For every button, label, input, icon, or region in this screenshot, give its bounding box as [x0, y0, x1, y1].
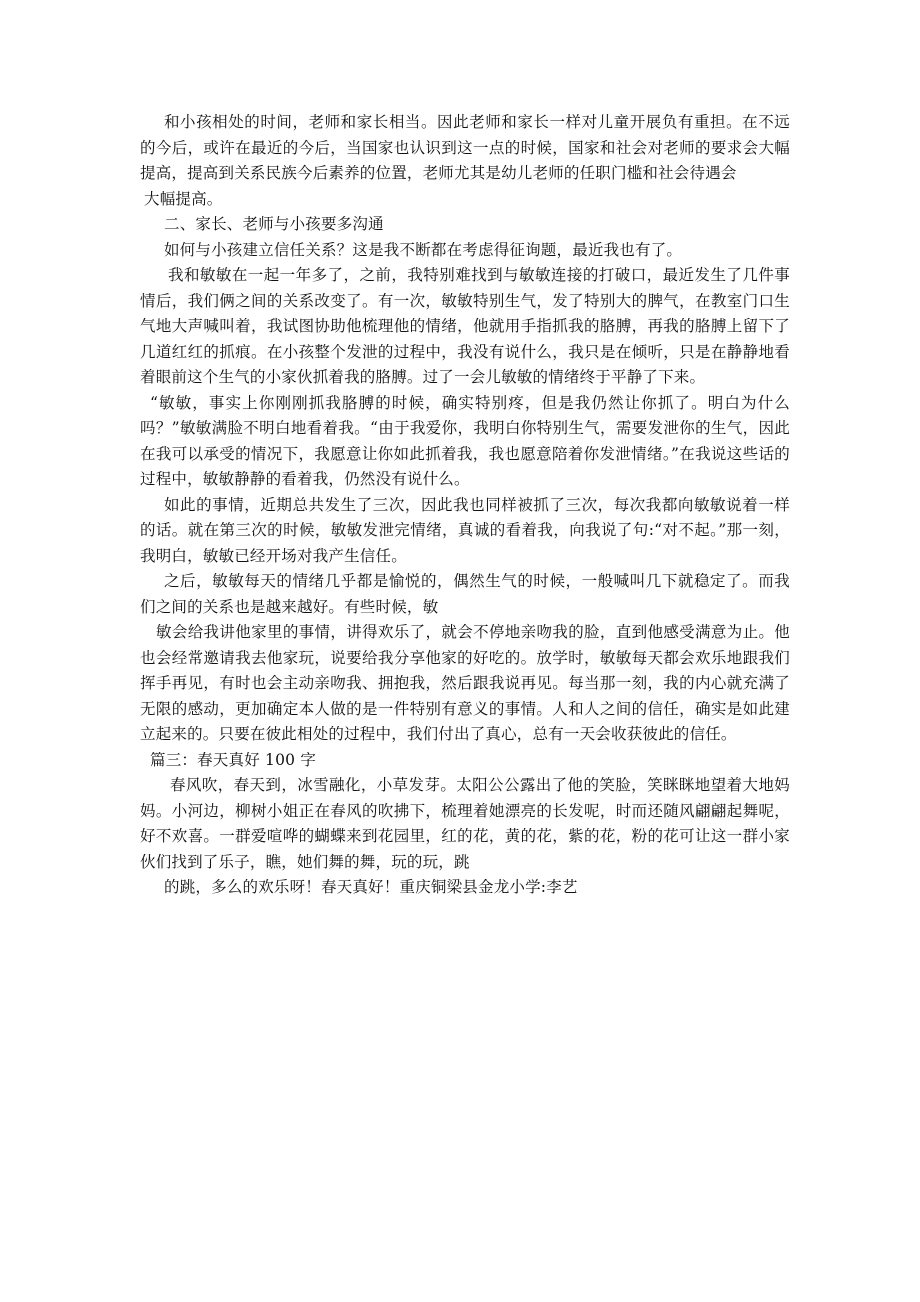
- section-heading-communication: 二、家长、老师与小孩要多沟通: [164, 215, 384, 233]
- paragraph-spring-essay: 春风吹，春天到，冰雪融化，小草发芽。太阳公公露出了他的笑脸，笑眯眯地望着大地妈妈。小河边，柳树小姐正在春风的吹拂下，梳理着她漂亮的长发呢，时而还随风翩翩起舞呢，好不欢喜。一群爱喧哗的蝴蝶来到花园里，红的花，黄的花，紫的花，粉的花可让这一群小家伙们找到了乐子，瞧，她们舞的舞，玩的玩，跳: [140, 776, 790, 871]
- paragraph-teacher-role-tail: 大幅提高。: [144, 189, 223, 208]
- paragraph-trust-question: 如何与小孩建立信任关系？这是我不断都在考虑得征询题，最近我也有了。: [164, 240, 683, 259]
- paragraph-dialogue: “敏敏，事实上你刚刚抓我胳膊的时候，确实特别疼，但是我仍然让你抓了。明白为什么吗？”敏敏满脸不明白地看着我。“由于我爱你，我明白你特别生气，需要发泄你的生气，因此在我可以承受的情况下，我愿意让你如此抓着我，我也愿意陪着你发泄情绪。”在我说这些话的过程中，敏敏静静的看着我，仍然没有说什么。: [140, 393, 790, 488]
- paragraph-minmin-shares: 敏会给我讲他家里的事情，讲得欢乐了，就会不停地亲吻我的脸，直到他感受满意为止。他也会经常邀请我去他家玩，说要给我分享他家的好吃的。放学时，敏敏每天都会欢乐地跟我们挥手再见，有时也会主动亲吻我、拥抱我，然后跟我说再见。每当那一刻，我的内心就充满了无限的感动，更加确定本人做的是一件特别有意义的事情。人和人之间的信任，确实是如此建立起来的。只要在彼此相处的过程中，我们付出了真心，总有一天会收获彼此的信任。: [140, 623, 790, 743]
- paragraph-teacher-role: 和小孩相处的时间，老师和家长相当。因此老师和家长一样对儿童开展负有重担。在不远的今后，或许在最近的今后，当国家也认识到这一点的时候，国家和社会对老师的要求会大幅提高，提高到关系民族今后素养的位置，老师尤其是幼儿老师的任职门槛和社会待遇会: [140, 113, 790, 182]
- paragraph-minmin-story: 我和敏敏在一起一年多了，之前，我特别难找到与敏敏连接的打破口，最近发生了几件事情后，我们俩之间的关系改变了。有一次，敏敏特别生气，发了特别大的脾气，在教室门口生气地大声喊叫着，我试图协助他梳理他的情绪，他就用手指抓我的胳膊，再我的胳膊上留下了几道红红的抓痕。在小孩整个发泄的过程中，我没有说什么，我只是在倾听，只是在静静地看着眼前这个生气的小家伙抓着我的胳膊。过了一会儿敏敏的情绪终于平静了下来。: [140, 266, 790, 386]
- paragraph-afterwards: 之后，敏敏每天的情绪几乎都是愉悦的，偶然生气的时候，一般喊叫几下就稳定了。而我们之间的关系也是越来越好。有些时候，敏: [140, 572, 790, 616]
- paragraph-three-times: 如此的事情，近期总共发生了三次，因此我也同样被抓了三次，每次我都向敏敏说着一样的话。就在第三次的时候，敏敏发泄完情绪，真诚的看着我，向我说了句:“对不起。”那一刻，我明白，敏敏已经开场对我产生信任。: [140, 495, 790, 565]
- document-body: [140, 110, 790, 901]
- paragraph-spring-essay-tail: 的跳，多么的欢乐呀！春天真好！重庆铜梁县金龙小学:李艺: [164, 878, 578, 896]
- section-heading-spring: 篇三：春天真好 100 字: [150, 750, 317, 769]
